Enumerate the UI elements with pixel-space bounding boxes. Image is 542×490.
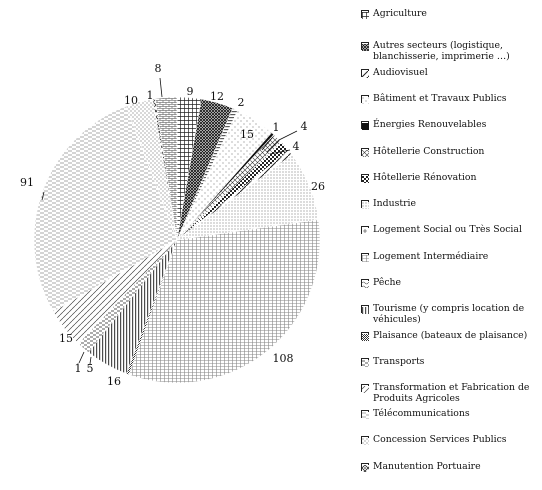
legend-swatch xyxy=(361,332,369,340)
legend-swatch xyxy=(361,10,369,18)
legend-label: Concession Services Publics xyxy=(373,434,507,445)
legend-item xyxy=(361,356,539,367)
legend-label: Industrie xyxy=(373,198,417,209)
legend-label: Énergies Renouvelables xyxy=(373,119,487,130)
legend-label: Hôtellerie Construction xyxy=(373,146,485,157)
legend-swatch-fill xyxy=(362,228,369,235)
legend-label: Hôtellerie Rénovation xyxy=(373,172,477,183)
legend-swatch-fill xyxy=(362,334,369,341)
data-label: 12 xyxy=(210,90,224,103)
legend-swatch xyxy=(361,279,369,287)
legend-item xyxy=(361,172,539,183)
legend-swatch-fill xyxy=(362,44,369,51)
data-label: 16 xyxy=(107,375,121,388)
data-label: 4 xyxy=(300,120,308,133)
legend-label: Transports xyxy=(373,356,425,367)
legend-swatch xyxy=(361,69,369,77)
legend-item xyxy=(361,198,539,209)
legend-item xyxy=(361,224,539,235)
legend-item xyxy=(361,303,539,325)
data-label: 91 xyxy=(20,176,34,189)
legend-item xyxy=(361,408,539,419)
legend-item xyxy=(361,461,539,472)
data-label: 1 xyxy=(146,89,154,102)
legend-label: Manutention Portuaire xyxy=(373,461,481,472)
data-label: 1 xyxy=(74,362,82,375)
legend-label: Audiovisuel xyxy=(373,67,428,78)
legend-item xyxy=(361,434,539,445)
data-label: 8 xyxy=(154,62,162,75)
legend-swatch-fill xyxy=(362,12,369,19)
legend-label: Logement Social ou Très Social xyxy=(373,224,522,235)
legend-swatch-fill xyxy=(362,123,369,130)
legend-label: Logement Intermédiaire xyxy=(373,251,489,262)
legend-swatch xyxy=(361,95,369,103)
legend-label: Télécommunications xyxy=(373,408,470,419)
legend-item xyxy=(361,93,539,104)
data-label: 15 xyxy=(240,128,254,141)
legend-swatch-fill xyxy=(362,307,369,314)
legend-item xyxy=(361,277,539,288)
data-label: 5 xyxy=(86,362,94,375)
legend-swatch xyxy=(361,226,369,234)
legend-swatch-fill xyxy=(362,465,369,472)
legend-swatch xyxy=(361,121,369,129)
data-label: 108 xyxy=(272,352,294,365)
legend-item xyxy=(361,67,539,78)
legend-swatch-fill xyxy=(362,281,369,288)
data-label: 10 xyxy=(124,94,138,107)
legend-label: Transformation et Fabrication de Produits Agricoles xyxy=(373,382,530,404)
legend-swatch-fill xyxy=(362,176,369,183)
legend-swatch xyxy=(361,42,369,50)
legend-swatch xyxy=(361,410,369,418)
legend-swatch xyxy=(361,148,369,156)
legend-swatch-fill xyxy=(362,412,369,419)
legend-swatch-fill xyxy=(362,360,369,367)
leader-line xyxy=(160,78,162,97)
legend-swatch xyxy=(361,358,369,366)
legend-swatch-fill xyxy=(362,71,369,78)
legend-item xyxy=(361,119,539,130)
data-label: 1 xyxy=(272,121,280,134)
legend-swatch-fill xyxy=(362,150,369,157)
legend-swatch xyxy=(361,253,369,261)
data-label: 26 xyxy=(311,180,325,193)
legend-swatch-fill xyxy=(362,438,369,445)
legend-item xyxy=(361,382,539,404)
data-label: 4 xyxy=(292,140,300,153)
legend-swatch-fill xyxy=(362,97,369,104)
legend-swatch xyxy=(361,463,369,471)
legend-label: Autres secteurs (logistique, blanchisserie, imprimerie …) xyxy=(373,40,510,62)
legend-item xyxy=(361,40,539,62)
legend-swatch xyxy=(361,174,369,182)
legend-label: Agriculture xyxy=(373,8,427,19)
legend-item xyxy=(361,8,539,19)
legend-swatch xyxy=(361,436,369,444)
legend-swatch-fill xyxy=(362,202,369,209)
legend-item xyxy=(361,251,539,262)
legend-swatch-fill xyxy=(362,386,369,393)
legend-swatch xyxy=(361,305,369,313)
legend-item xyxy=(361,146,539,157)
data-label: 15 xyxy=(59,332,73,345)
legend-label: Bâtiment et Travaux Publics xyxy=(373,93,507,104)
legend-item xyxy=(361,330,539,341)
legend-label: Plaisance (bateaux de plaisance) xyxy=(373,330,528,341)
legend-swatch xyxy=(361,384,369,392)
legend-swatch-fill xyxy=(362,255,369,262)
legend-swatch xyxy=(361,200,369,208)
legend-label: Pêche xyxy=(373,277,402,288)
data-label: 9 xyxy=(186,85,194,98)
legend-label: Tourisme (y compris location de véhicules) xyxy=(373,303,525,325)
data-label: 2 xyxy=(237,96,245,109)
